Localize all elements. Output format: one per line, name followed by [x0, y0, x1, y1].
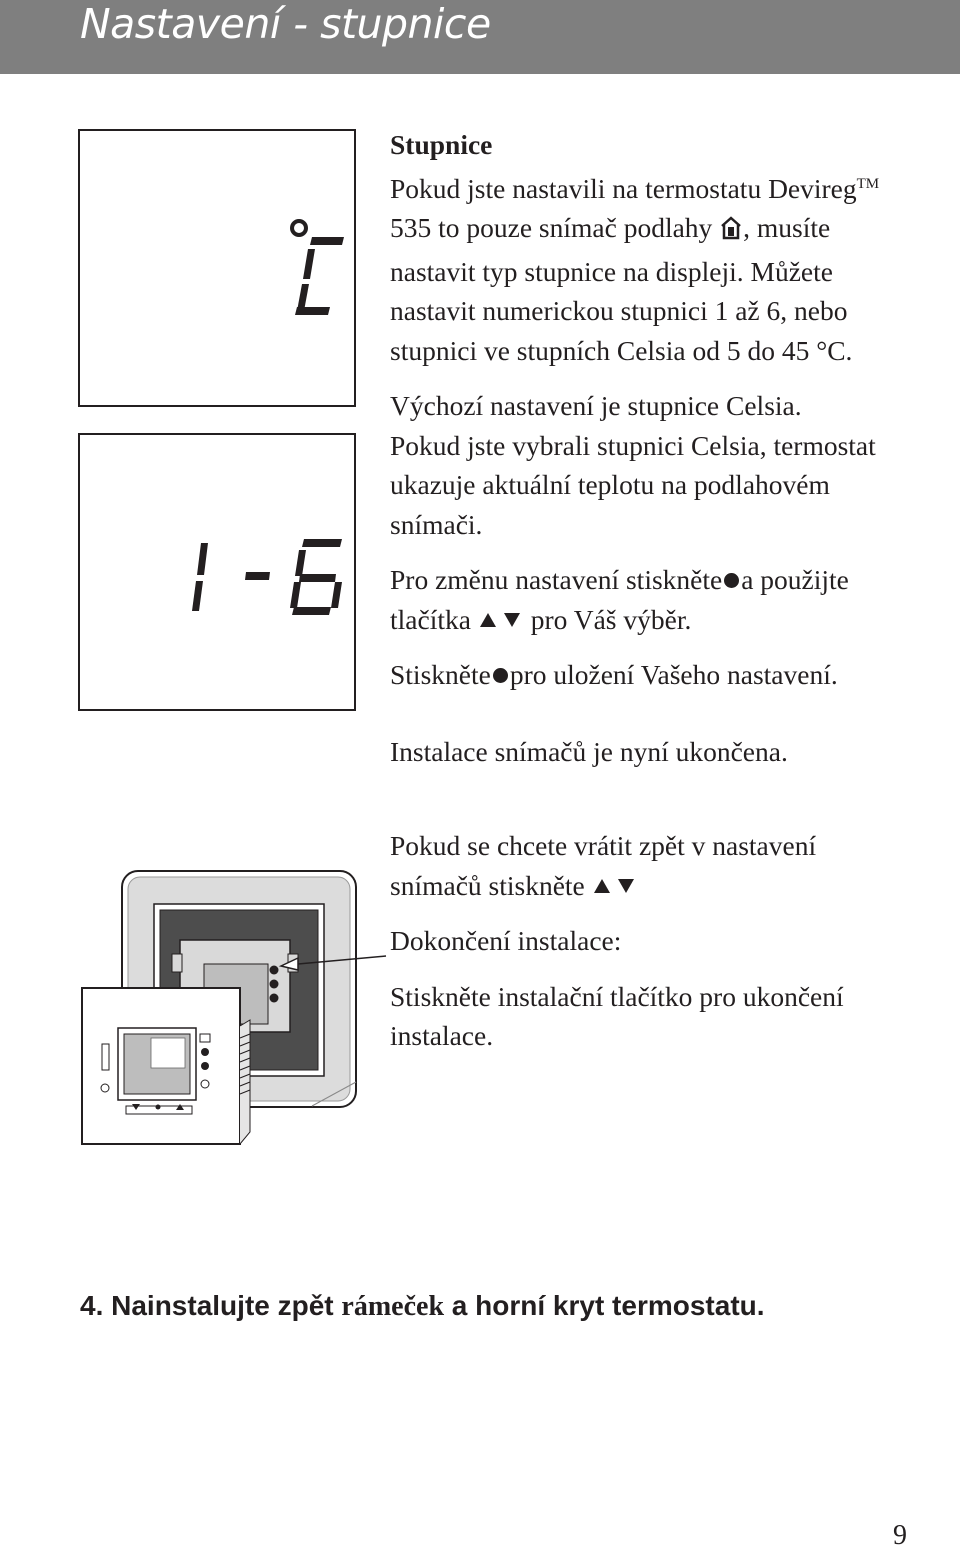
page-title: Nastavení - stupnice [80, 0, 491, 48]
instructions-column [390, 125, 910, 1056]
up-down-arrows-icon [478, 600, 524, 640]
change-text-c: pro Váš výběr. [523, 603, 692, 635]
section-heading: Stupnice [390, 129, 493, 160]
dot-button-icon [493, 668, 508, 683]
intro-text-c: , musíte nastavit typ stupnice na displeji. Můžete nastavit numerickou stupnici 1 až 6, nebo stupnici ve stupních Celsia od 5 do 45 °C. [390, 212, 853, 366]
lcd-display-numeric [78, 433, 356, 711]
paragraph-finish: Stiskněte instalační tlačítko pro ukončení instalace. [390, 980, 844, 1052]
paragraph-finish-heading: Dokončení instalace: [390, 925, 622, 957]
thermostat-illustration [76, 866, 396, 1156]
paragraph-intro [390, 165, 910, 371]
lcd-display-celsius [78, 129, 356, 407]
floor-sensor-icon [719, 212, 743, 252]
change-text-b: a použijte tlačítka [390, 564, 849, 635]
step-text-b: rámeček [341, 1291, 445, 1322]
paragraph-default: Výchozí nastavení je stupnice Celsia. [390, 390, 802, 422]
step-instruction [80, 1288, 765, 1325]
step-text-a: 4. Nainstalujte zpět [80, 1290, 342, 1321]
page-number: 9 [893, 1520, 907, 1551]
step-text-c: a horní kryt termostatu. [444, 1290, 765, 1321]
change-text-a: Pro změnu nastavení stiskněte [390, 564, 723, 596]
intro-text-a: Pokud jste nastavili na termostatu Devireg [390, 172, 857, 204]
paragraph-celsius: Pokud jste vybrali stupnici Celsia, termostat ukazuje aktuální teplotu na podlahovém snímači. [390, 429, 876, 540]
trademark-superscript: TM [856, 175, 880, 192]
paragraph-change [390, 560, 910, 639]
save-text-b: pro uložení Vašeho nastavení. [509, 659, 838, 691]
dot-button-icon [724, 573, 739, 588]
paragraph-return [390, 826, 910, 905]
header-band [0, 0, 960, 74]
celsius-segment-icon [80, 131, 358, 409]
paragraph-save [390, 655, 910, 695]
return-text-a: Pokud se chcete vrátit zpět v nastavení snímačů stiskněte [390, 830, 817, 901]
intro-text-b: 535 to pouze snímač podlahy [390, 212, 720, 244]
save-text-a: Stiskněte [390, 659, 491, 691]
numeric-segment-icon [80, 435, 358, 713]
up-down-arrows-icon [592, 866, 638, 906]
paragraph-done: Instalace snímačů je nyní ukončena. [390, 735, 788, 767]
